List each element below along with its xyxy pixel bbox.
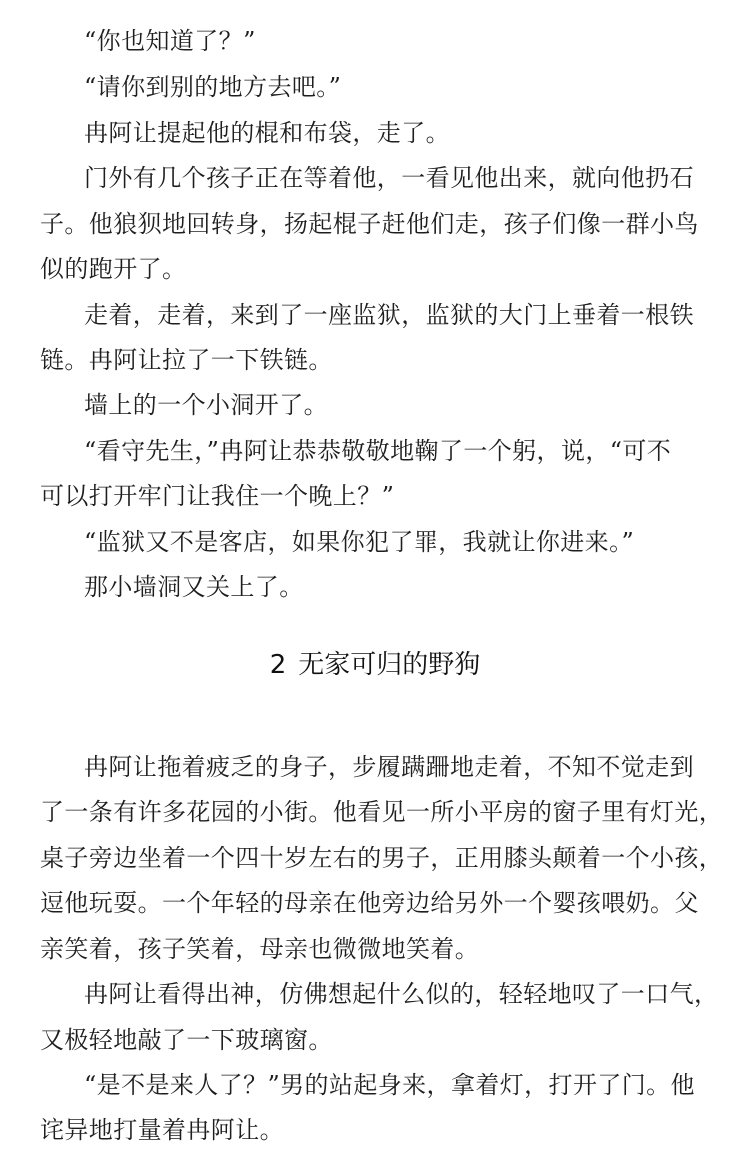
text-line: 冉阿让提起他的棍和布袋，走了。	[84, 119, 450, 147]
text-line: 子。他狼狈地回转身，扬起棍子赶他们走，孩子们像一群小鸟	[40, 210, 699, 238]
text-line: 似的跑开了。	[40, 255, 187, 283]
text-line: 那小墙洞又关上了。	[84, 573, 304, 601]
text-line: 门外有几个孩子正在等着他，一看见他出来，就向他扔石	[84, 164, 694, 192]
text-line: 走着，走着，来到了一座监狱，监狱的大门上垂着一根铁	[84, 301, 694, 329]
chapter-heading	[0, 648, 750, 682]
text-line: 又极轻地敲了一下玻璃窗。	[40, 1026, 333, 1054]
text-line: 链。冉阿让拉了一下铁链。	[40, 346, 333, 374]
text-line: 可以打开牢门让我住一个晚上？”	[40, 482, 395, 510]
text-line: 逗他玩耍。一个年轻的母亲在他旁边给另外一个婴孩喂奶。父	[40, 889, 699, 917]
text-line: 桌子旁边坐着一个四十岁左右的男子，正用膝头颠着一个小孩，	[40, 844, 724, 872]
text-line: “看守先生，”冉阿让恭恭敬敬地鞠了一个躬，说，“可不	[84, 437, 672, 465]
text-line: “监狱又不是客店，如果你犯了罪，我就让你进来。”	[84, 528, 635, 556]
text-line: 冉阿让拖着疲乏的身子，步履蹒跚地走着，不知不觉走到	[84, 753, 694, 781]
chapter-number: 2	[269, 650, 287, 680]
text-line: “请你到别的地方去吧。”	[84, 73, 342, 101]
text-line: “是不是来人了？”男的站起身来，拿着灯，打开了门。他	[84, 1071, 695, 1099]
text-line: 亲笑着，孩子笑着，母亲也微微地笑着。	[40, 935, 480, 963]
text-line: 了一条有许多花园的小街。他看见一所小平房的窗子里有灯光，	[40, 798, 724, 826]
text-line: 冉阿让看得出神，仿佛想起什么似的，轻轻地叹了一口气，	[84, 980, 719, 1008]
text-line: “你也知道了？”	[84, 27, 256, 55]
text-line: 墙上的一个小洞开了。	[84, 391, 328, 419]
chapter-title: 无家可归的野狗	[298, 650, 481, 680]
text-line: 诧异地打量着冉阿让。	[40, 1116, 284, 1144]
